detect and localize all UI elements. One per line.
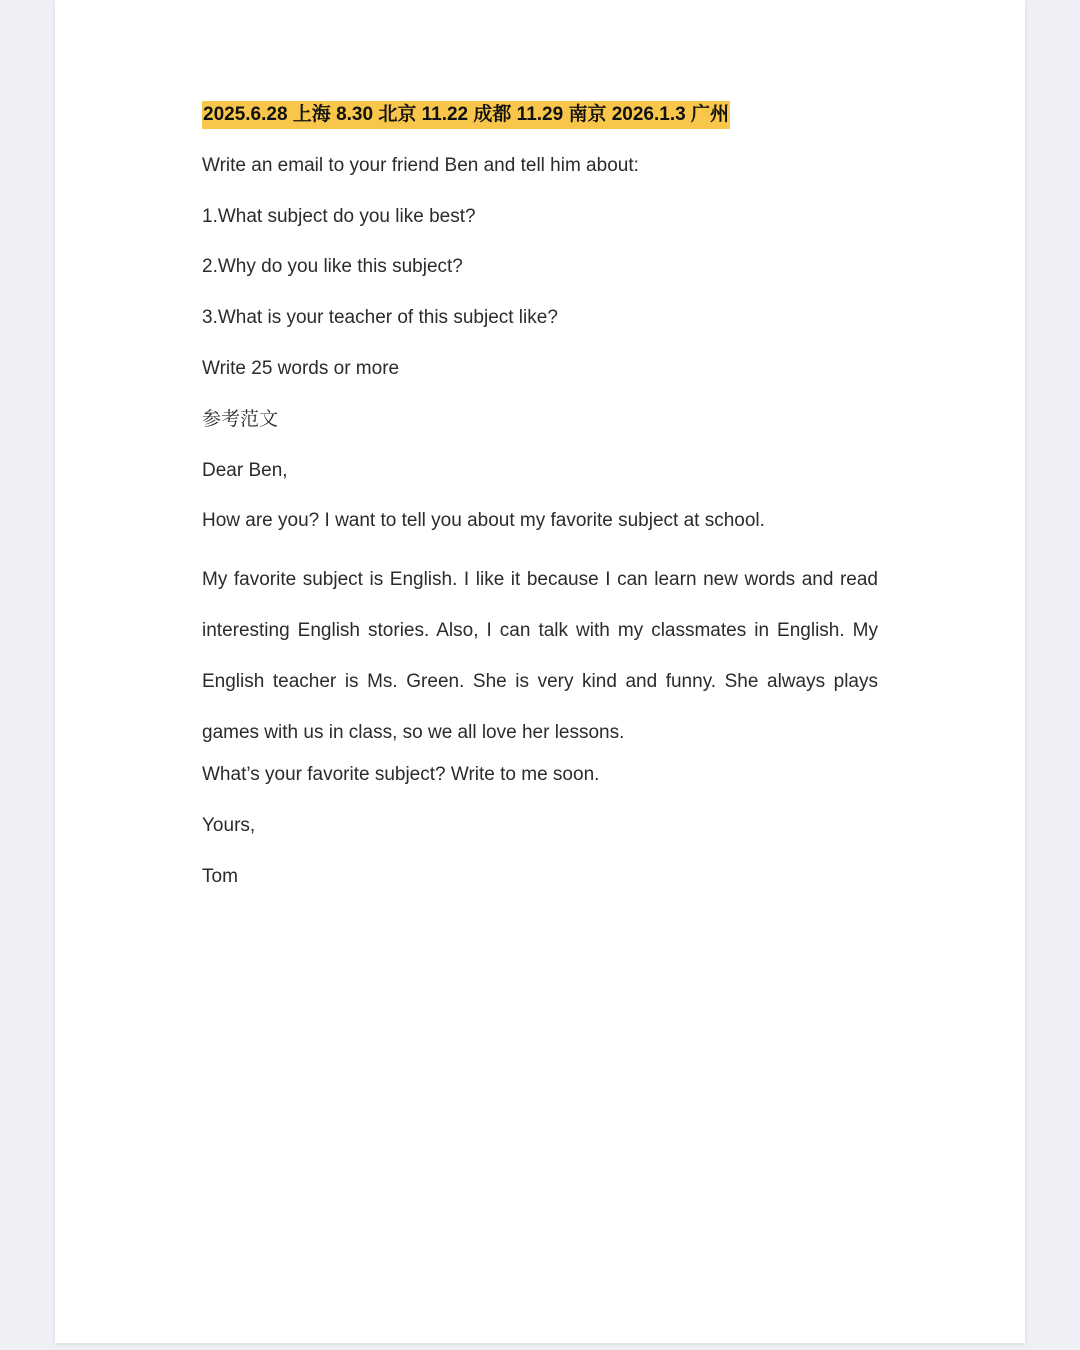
- email-prompt: Write an email to your friend Ben and tell him about:: [202, 154, 639, 176]
- document-content: [202, 98, 878, 911]
- signoff: Yours,: [202, 815, 256, 837]
- sample-title: 参考范文: [202, 408, 279, 430]
- body-paragraph: My favorite subject is English. I like it because I can learn new words and read interesting English stories. Also, I can talk with my classmates in English. My English teacher is Ms. Green. She is very kind and funny. She always plays games with us in class, so we all love her lessons.: [202, 569, 878, 743]
- opening-line: How are you? I want to tell you about my favorite subject at school.: [202, 510, 765, 532]
- word-requirement: Write 25 words or more: [202, 357, 400, 379]
- question-3: 3.What is your teacher of this subject like?: [202, 307, 558, 329]
- signature: Tom: [202, 865, 238, 887]
- header-row: [202, 98, 878, 149]
- closing-question: What’s your favorite subject? Write to me soon.: [202, 764, 600, 786]
- greeting: Dear Ben,: [202, 459, 288, 481]
- question-2: 2.Why do you like this subject?: [202, 256, 463, 278]
- document-page: [55, 0, 1025, 1343]
- exam-dates-highlight: 2025.6.28 上海 8.30 北京 11.22 成都 11.29 南京 2026.1.3 广州: [202, 101, 730, 129]
- question-1: 1.What subject do you like best?: [202, 205, 476, 227]
